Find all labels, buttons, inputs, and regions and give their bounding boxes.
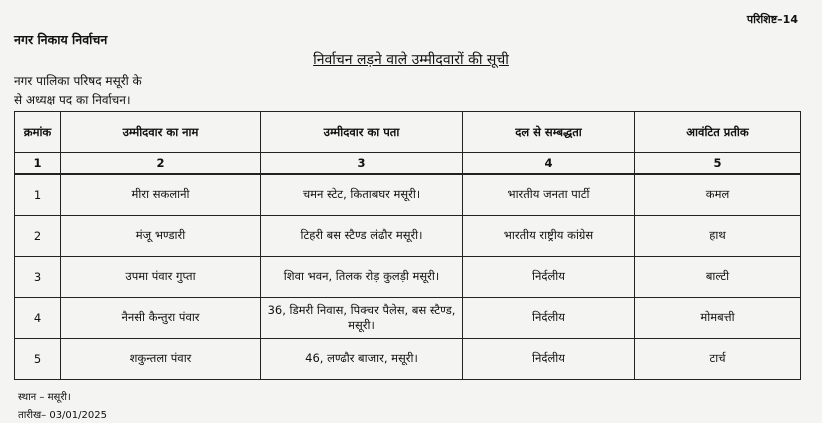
table-row: [15, 297, 801, 338]
header-symbol: आवंटित प्रतीक: [635, 112, 801, 153]
appendix-label: परिशिष्ट–14: [746, 13, 798, 26]
column-number: 3: [261, 153, 463, 175]
cell-name: मंजू भण्डारी: [61, 215, 261, 256]
cell-symbol: हाथ: [635, 215, 801, 256]
cell-serial: 1: [15, 174, 61, 215]
place-line: स्थान – मसूरी।: [18, 392, 71, 403]
body-title: नगर निकाय निर्वाचन: [14, 32, 108, 47]
header-party: दल से सम्बद्धता: [463, 112, 635, 153]
list-title: निर्वाचन लड़ने वाले उम्मीदवारों की सूची: [313, 52, 509, 68]
cell-serial: 4: [15, 297, 61, 338]
cell-symbol: कमल: [635, 174, 801, 215]
table-row: [15, 338, 801, 379]
column-number: 5: [635, 153, 801, 175]
cell-address: टिहरी बस स्टैण्ड लंढौर मसूरी।: [261, 215, 463, 256]
candidates-table: [14, 111, 801, 380]
intro-text: [14, 72, 142, 110]
column-number: 4: [463, 153, 635, 175]
cell-name: मीरा सकलानी: [61, 174, 261, 215]
column-number-row: [15, 153, 801, 175]
cell-party: निर्दलीय: [463, 338, 635, 379]
header-address: उम्मीदवार का पता: [261, 112, 463, 153]
cell-serial: 2: [15, 215, 61, 256]
cell-serial: 3: [15, 256, 61, 297]
table-row: [15, 174, 801, 215]
column-number: 2: [61, 153, 261, 175]
table-row: [15, 215, 801, 256]
cell-address: चमन स्टेट, किताबघर मसूरी।: [261, 174, 463, 215]
cell-address: 36, डिमरी निवास, पिक्चर पैलेस, बस स्टैण्ड, मसूरी।: [261, 297, 463, 338]
cell-name: शकुन्तला पंवार: [61, 338, 261, 379]
cell-party: निर्दलीय: [463, 297, 635, 338]
cell-symbol: मोमबत्ती: [635, 297, 801, 338]
cell-name: नैनसी कैन्तुरा पंवार: [61, 297, 261, 338]
cell-symbol: टार्च: [635, 338, 801, 379]
cell-name: उपमा पंवार गुप्ता: [61, 256, 261, 297]
cell-address: शिवा भवन, तिलक रोड़ कुलड़ी मसूरी।: [261, 256, 463, 297]
header-serial: क्रमांक: [15, 112, 61, 153]
cell-symbol: बाल्टी: [635, 256, 801, 297]
cell-party: भारतीय जनता पार्टी: [463, 174, 635, 215]
cell-address: 46, लण्ढौर बाजार, मसूरी।: [261, 338, 463, 379]
cell-party: भारतीय राष्ट्रीय कांग्रेस: [463, 215, 635, 256]
table-header-row: [15, 112, 801, 153]
column-number: 1: [15, 153, 61, 175]
intro-line-2: से अध्यक्ष पद का निर्वाचन।: [14, 93, 131, 107]
date-line: तारीख– 03/01/2025: [18, 410, 107, 421]
table-row: [15, 256, 801, 297]
cell-serial: 5: [15, 338, 61, 379]
intro-line-1: नगर पालिका परिषद मसूरी के: [14, 74, 142, 88]
header-name: उम्मीदवार का नाम: [61, 112, 261, 153]
cell-party: निर्दलीय: [463, 256, 635, 297]
